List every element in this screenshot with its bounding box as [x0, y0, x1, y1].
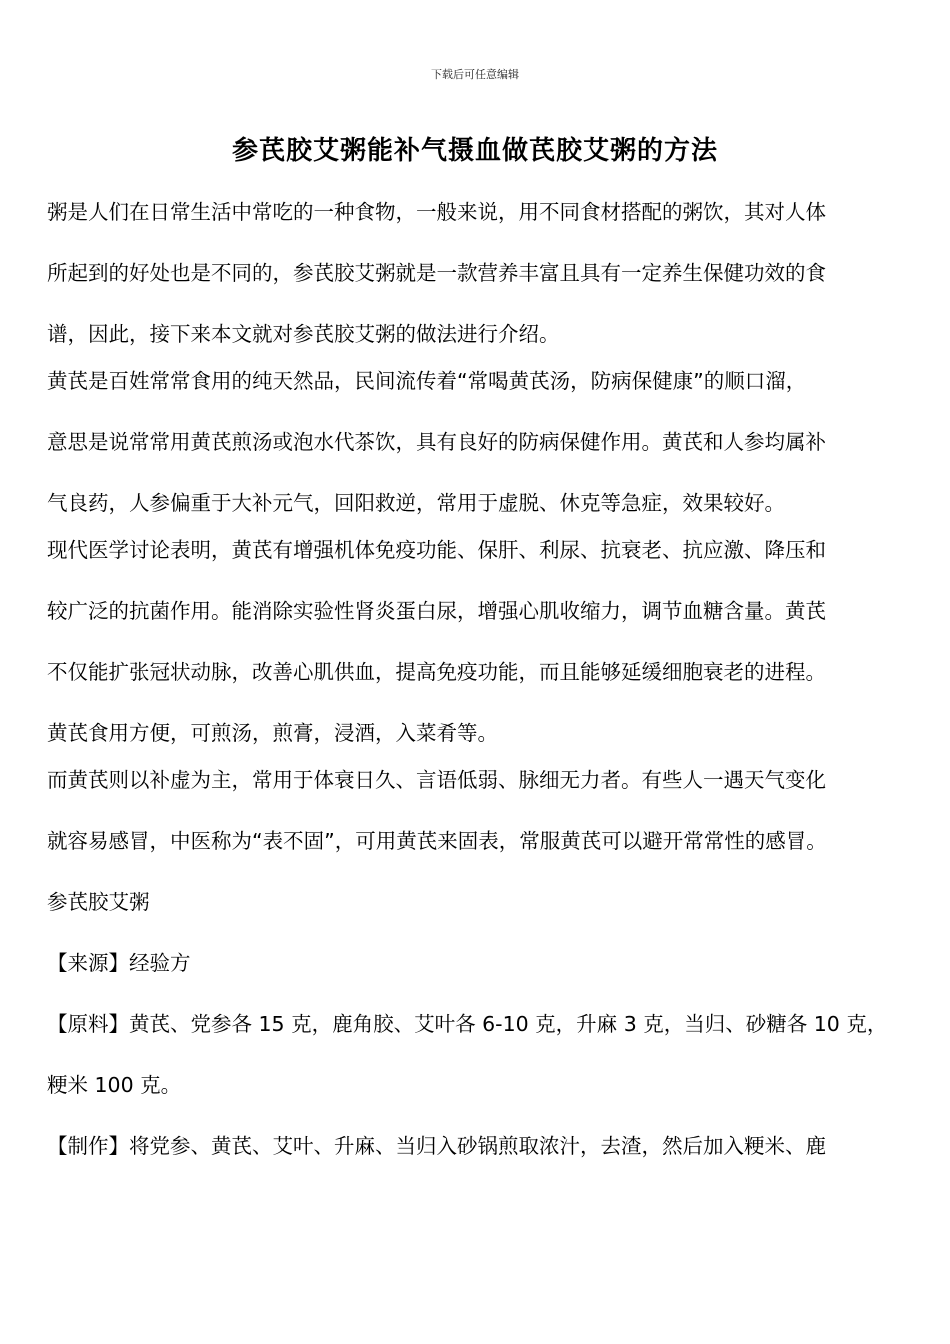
source-line: 【来源】经验方: [47, 951, 191, 975]
ingredients-line: 【原料】黄芪、党参各 15 克，鹿角胶、艾叶各 6-10 克，升麻 3 克，当归、砂糖各 10 克，: [47, 1012, 888, 1036]
section-heading: 参芪胶艾粥: [47, 890, 150, 914]
body-line: 黄芪食用方便，可煎汤，煎膏，浸酒，入菜肴等。: [47, 721, 498, 745]
document-body: [47, 190, 907, 1185]
body-line: 谱，因此，接下来本文就对参芪胶艾粥的做法进行介绍。: [47, 322, 560, 346]
body-line: 就容易感冒，中医称为“表不固”，可用黄芪来固表，常服黄芪可以避开常常性的感冒。: [47, 829, 827, 853]
ingredients-line: 粳米 100 克。: [47, 1073, 182, 1097]
body-line: 不仅能扩张冠状动脉，改善心肌供血，提高免疫功能，而且能够延缓细胞衰老的进程。: [47, 660, 826, 684]
body-line: 黄芪是百姓常常食用的纯天然品，民间流传着“常喝黄芪汤，防病保健康”的顺口溜，: [47, 369, 807, 393]
header-note: 下载后可任意编辑: [431, 68, 519, 81]
document-title: 参芪胶艾粥能补气摄血做芪胶艾粥的方法: [231, 136, 718, 166]
body-line: 意思是说常常用黄芪煎汤或泡水代茶饮，具有良好的防病保健作用。黄芪和人参均属补: [47, 430, 826, 454]
body-line: 粥是人们在日常生活中常吃的一种食物，一般来说，用不同食材搭配的粥饮，其对人体: [47, 200, 826, 224]
body-line: 现代医学讨论表明，黄芪有增强机体免疫功能、保肝、利尿、抗衰老、抗应激、降压和: [47, 538, 826, 562]
body-line: 气良药，人参偏重于大补元气，回阳救逆，常用于虚脱、休克等急症，效果较好。: [47, 491, 785, 515]
body-line: 所起到的好处也是不同的，参芪胶艾粥就是一款营养丰富且具有一定养生保健功效的食: [47, 261, 826, 285]
body-line: 而黄芪则以补虚为主，常用于体衰日久、言语低弱、脉细无力者。有些人一遇天气变化: [47, 768, 826, 792]
body-line: 较广泛的抗菌作用。能消除实验性肾炎蛋白尿，增强心肌收缩力，调节血糖含量。黄芪: [47, 599, 826, 623]
preparation-line: 【制作】将党参、黄芪、艾叶、升麻、当归入砂锅煎取浓汁，去渣，然后加入粳米、鹿: [47, 1134, 826, 1158]
